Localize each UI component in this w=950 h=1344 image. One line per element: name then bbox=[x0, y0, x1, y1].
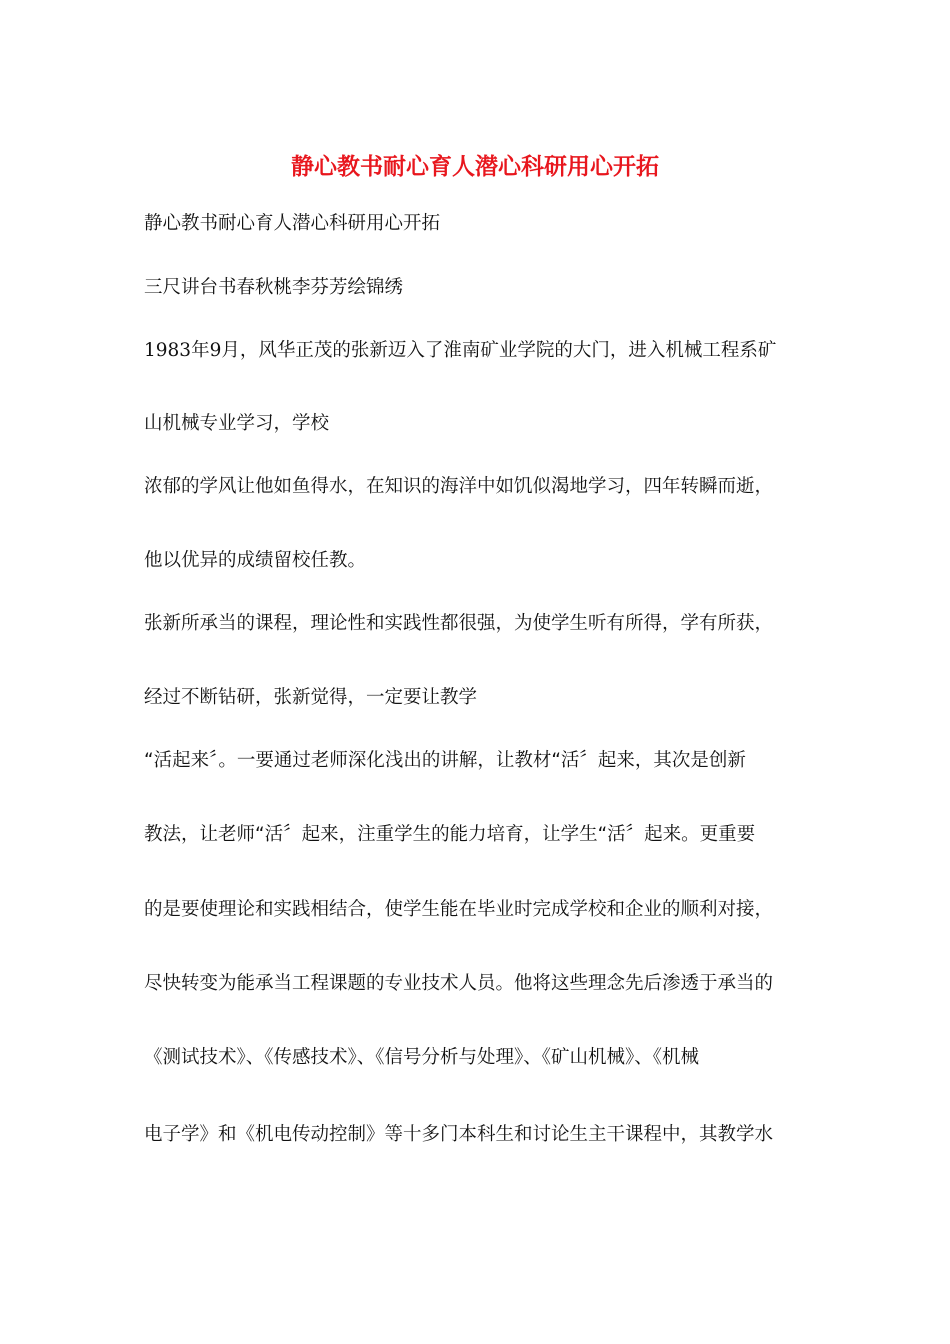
body-line-12: 电子学》和《机电传动控制》等十多门本科生和讨论生主干课程中，其教学水 bbox=[144, 1124, 774, 1145]
year-unit: 年 bbox=[191, 340, 210, 361]
body-line-1 bbox=[144, 338, 804, 364]
body-line-5: 张新所承当的课程，理论性和实践性都很强，为使学生听有所得，学有所获， bbox=[144, 613, 774, 634]
body-line-7: “活起来〞。一要通过老师深化浅出的讲解，让教材“活〞起来，其次是创新 bbox=[144, 750, 746, 771]
document-title: 静心教书耐心育人潜心科研用心开拓 bbox=[291, 153, 659, 180]
body-line-9: 的是要使理论和实践相结合，使学生能在毕业时完成学校和企业的顺利对接， bbox=[144, 899, 774, 920]
body-line-4: 他以优异的成绩留校任教。 bbox=[144, 550, 367, 571]
body-line-2: 山机械专业学习，学校 bbox=[144, 413, 330, 434]
body-line-6: 经过不断钻研，张新觉得，一定要让教学 bbox=[144, 687, 478, 708]
year-number: 1983 bbox=[144, 340, 192, 361]
body-line-3: 浓郁的学风让他如鱼得水，在知识的海洋中如饥似渴地学习，四年转瞬而逝， bbox=[144, 476, 774, 497]
body-line-8: 教法，让老师“活〞起来，注重学生的能力培育，让学生“活〞起来。更重要 bbox=[144, 824, 756, 845]
month-number: 9 bbox=[209, 340, 222, 361]
subtitle-line: 静心教书耐心育人潜心科研用心开拓 bbox=[144, 213, 441, 234]
heading-line: 三尺讲台书春秋桃李芬芳绘锦绣 bbox=[144, 277, 404, 298]
body-line-11: 《测试技术》、《传感技术》、《信号分析与处理》、《矿山机械》、《机械 bbox=[144, 1047, 700, 1068]
body-line-10: 尽快转变为能承当工程课题的专业技术人员。他将这些理念先后渗透于承当的 bbox=[144, 973, 774, 994]
body-line-1-rest: 月，风华正茂的张新迈入了淮南矿业学院的大门，进入机械工程系矿 bbox=[221, 340, 777, 361]
